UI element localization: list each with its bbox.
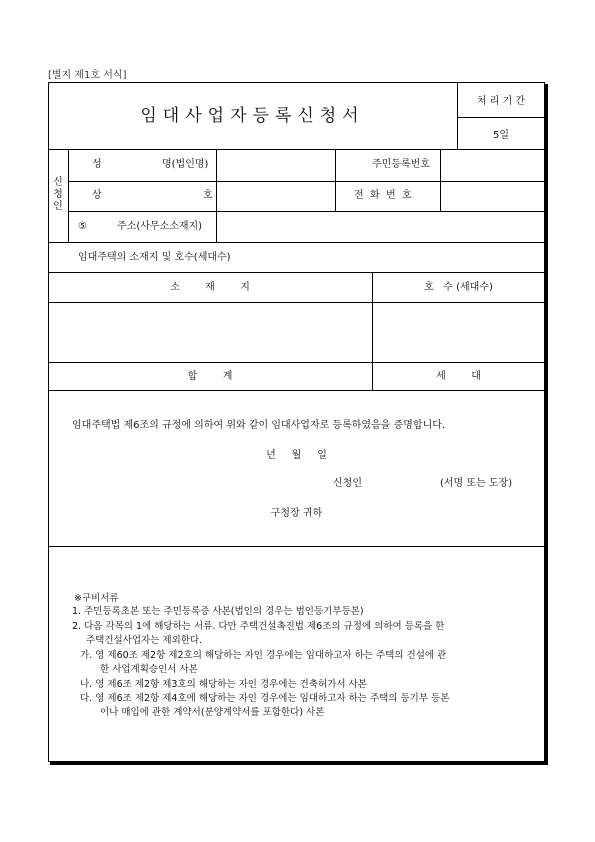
divider-certification-bottom [48, 546, 545, 547]
rrn-field[interactable] [446, 155, 540, 175]
units-field[interactable] [378, 306, 540, 358]
rrn-label: 주민등록번호 [372, 159, 430, 170]
name-label-right: 명(법인명) [162, 159, 209, 170]
applicant-side-char: 신 [53, 177, 63, 188]
applicant-side-char: 청 [53, 189, 63, 200]
date-line: 년 월 일 [266, 450, 327, 461]
document-item: 2. 다음 각목의 1에 해당하는 서류. 다만 주택건설촉진법 제6조의 규정에 의하여 등록을 한 [72, 621, 445, 632]
total-label: 합 계 [187, 371, 233, 382]
divider-rental-body [48, 362, 545, 363]
address-label: 주소(사무소소재지) [117, 221, 203, 232]
location-header: 소 재 지 [170, 282, 250, 293]
applicant-signature-label: 신청인 [333, 478, 362, 489]
processing-period-value: 5일 [492, 130, 510, 141]
document-item: 이나 매입에 관한 계약서(분양계약서를 포함한다) 사본 [100, 707, 325, 718]
divider-applicant-side [68, 149, 69, 242]
divider-applicant-bottom [48, 242, 545, 243]
applicant-side-char: 인 [53, 201, 63, 212]
divider-processing-mid [457, 117, 545, 118]
divider-title-bottom [48, 149, 545, 150]
phone-field[interactable] [446, 186, 540, 206]
divider-applicant-row2 [68, 211, 545, 212]
document-item: 한 사업계획승인서 사본 [100, 664, 198, 675]
certification-statement: 임대주택법 제6조의 규정에 의하여 위와 같이 임대사업자로 등록하였음을 증명합니다. [72, 420, 446, 431]
frame-shadow-bottom [50, 762, 548, 765]
addressee: 구청장 귀하 [270, 508, 323, 519]
divider-applicant-col2 [335, 149, 336, 211]
units-header: 호 수 (세대수) [424, 282, 493, 293]
form-title: 임대사업자등록신청서 [140, 106, 365, 126]
address-marker: ⑤ [78, 221, 87, 232]
document-item: 가. 영 제60조 제2항 제2호의 해당하는 자인 경우에는 임대하고자 하는 주택의 건설에 관 [80, 650, 447, 661]
rental-section-label: 임대주택의 소재지 및 호수(세대수) [78, 252, 231, 263]
processing-period-label: 처 리 기 간 [476, 96, 526, 107]
divider-rental-section [48, 272, 545, 273]
business-name-field[interactable] [223, 186, 331, 206]
divider-applicant-col1 [216, 149, 217, 242]
document-item: 나. 영 제6조 제2항 제3호의 해당하는 자인 경우에는 건축허가서 사본 [80, 679, 367, 690]
phone-label: 전 화 번 호 [354, 190, 412, 201]
applicant-side-label [48, 177, 68, 213]
divider-applicant-row1 [68, 181, 545, 182]
frame-shadow-right [545, 84, 548, 765]
divider-applicant-col3 [440, 149, 441, 211]
total-units-label: 세 대 [436, 371, 481, 382]
location-field[interactable] [54, 306, 366, 358]
address-field[interactable] [223, 216, 541, 238]
business-name-label-left: 상 [92, 190, 102, 201]
document-item: 다. 영 제6조 제2항 제4호에 해당하는 자인 경우에는 임대하고자 하는 주택의 등기부 등본 [80, 693, 450, 704]
divider-total-bottom [48, 390, 545, 391]
name-label-left: 성 [92, 159, 102, 170]
document-item: 주택건설사업자는 제외한다. [86, 635, 203, 646]
documents-heading: ※구비서류 [74, 593, 119, 604]
document-item: 1. 주민등록초본 또는 주민등록증 사본(법인의 경우는 법인등기부등본) [72, 606, 364, 617]
name-field[interactable] [223, 155, 331, 175]
divider-rental-header [48, 302, 545, 303]
business-name-label-right: 호 [203, 190, 213, 201]
form-number-label: [별지 제1호 서식] [48, 70, 127, 81]
signature-or-seal-label: (서명 또는 도장) [440, 478, 513, 489]
